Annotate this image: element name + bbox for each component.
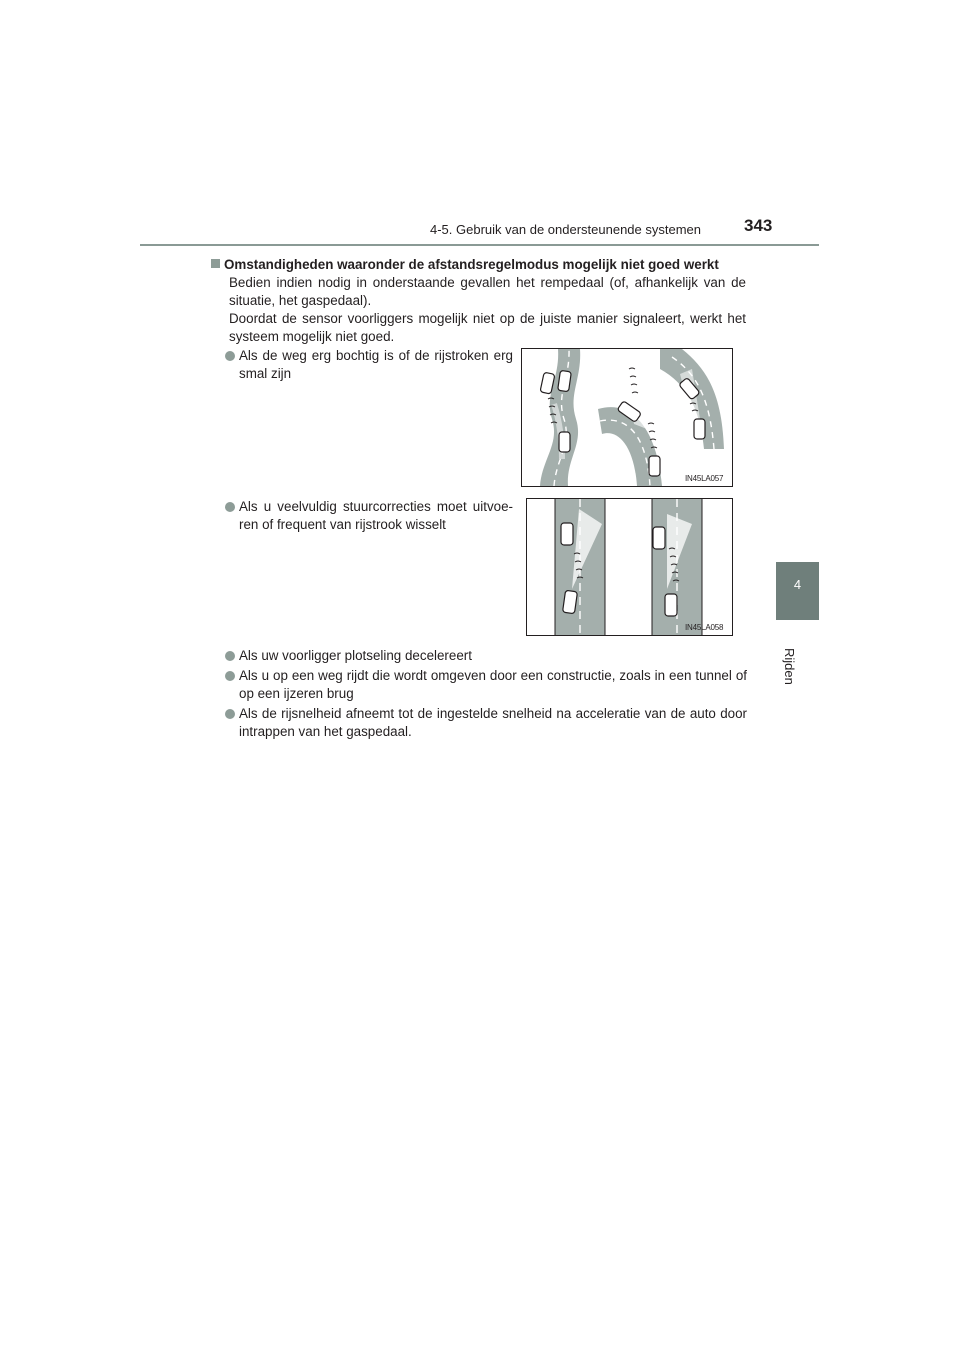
list-item — [225, 647, 747, 665]
section-heading — [211, 257, 719, 272]
intro-line-2: Doordat de sensor voorliggers mogelijk niet op de juiste manier signaleert, werkt het systeem mogelijk niet goed. — [229, 311, 746, 344]
list-item — [225, 347, 513, 383]
list-item-text: Als de weg erg bochtig is of de rijstroken erg smal zijn — [239, 348, 513, 381]
figure-lane-change — [526, 498, 733, 636]
list-item-text: Als u veelvuldig stuurcorrecties moet uitvoe-ren of frequent van rijstrook wisselt — [239, 499, 513, 532]
list-item — [225, 705, 747, 741]
bullet-icon — [225, 502, 235, 512]
figure-code: IN45LA058 — [685, 623, 724, 632]
list-item-text: Als u op een weg rijdt die wordt omgeven door een constructie, zoals in een tunnel of op een ijzeren brug — [239, 668, 747, 701]
page-number: 343 — [744, 216, 773, 235]
list-item-text: Als uw voorligger plotseling decelereert — [239, 648, 472, 663]
chapter-tab-label: Rijden — [782, 648, 797, 685]
intro-paragraph — [229, 274, 746, 346]
header-section-title: 4-5. Gebruik van de ondersteunende systemen — [430, 222, 702, 237]
intro-line-1: Bedien indien nodig in onderstaande gevallen het rempedaal (of, afhankelijk van de situatie, het gaspedaal). — [229, 275, 746, 308]
bullet-icon — [225, 709, 235, 719]
bullet-icon — [225, 651, 235, 661]
section-heading-text: Omstandigheden waaronder de afstandsregelmodus mogelijk niet goed werkt — [224, 257, 719, 272]
bullet-icon — [225, 351, 235, 361]
heading-square-icon — [211, 259, 220, 268]
list-item — [225, 667, 747, 703]
curvy-road-illustration — [522, 349, 732, 486]
chapter-tab-number: 4 — [793, 577, 802, 592]
header-divider — [140, 244, 819, 246]
figure-code: IN45LA057 — [685, 474, 724, 483]
list-item — [225, 498, 513, 534]
bullet-icon — [225, 671, 235, 681]
lane-change-illustration — [527, 499, 732, 635]
list-item-text: Als de rijsnelheid afneemt tot de ingestelde snelheid na acceleratie van de auto door intrappen van het gaspedaal. — [239, 706, 747, 739]
figure-curvy-road — [521, 348, 733, 487]
